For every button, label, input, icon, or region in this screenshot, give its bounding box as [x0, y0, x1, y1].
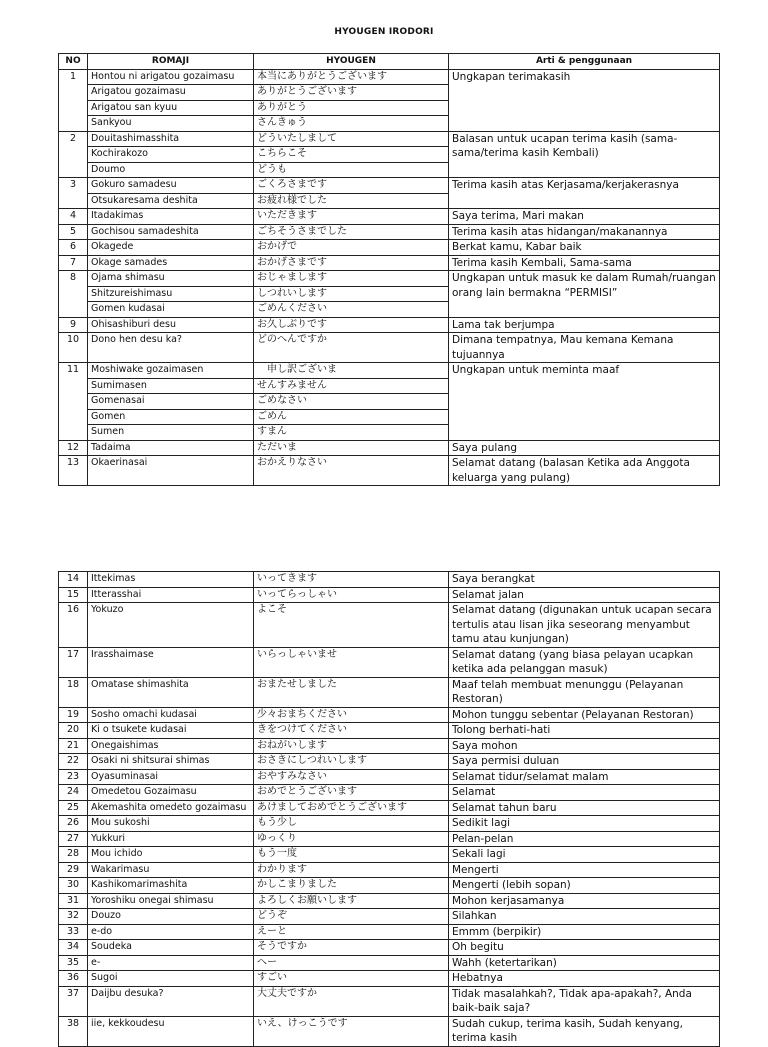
table-row: [59, 131, 720, 147]
romaji-cell: Itterasshai: [88, 587, 254, 603]
table-row: [59, 940, 720, 956]
romaji-cell: Onegaishimas: [88, 738, 254, 754]
hyougen-cell: おかげさまです: [254, 255, 449, 271]
romaji-cell: Okage samades: [88, 255, 254, 271]
arti-cell: Tidak masalahkah?, Tidak apa-apakah?, Anda baik-baik saja?: [449, 986, 720, 1016]
hyougen-cell: もう一度: [254, 847, 449, 863]
table-row: [59, 924, 720, 940]
arti-cell: Sekali lagi: [449, 847, 720, 863]
romaji-cell: Mou sukoshi: [88, 816, 254, 832]
arti-cell: Silahkan: [449, 909, 720, 925]
hyougen-cell: すまん: [254, 425, 449, 441]
table-row: [59, 971, 720, 987]
row-number: 23: [59, 769, 88, 785]
header-arti: Arti & penggunaan: [449, 54, 720, 70]
arti-cell: Saya pulang: [449, 440, 720, 456]
row-number: 6: [59, 240, 88, 256]
table-row: [59, 816, 720, 832]
hyougen-cell: わかります: [254, 862, 449, 878]
romaji-cell: Okagede: [88, 240, 254, 256]
hyougen-cell: 大丈夫ですか: [254, 986, 449, 1016]
hyougen-cell: こちらこそ: [254, 147, 449, 163]
romaji-cell: Sugoi: [88, 971, 254, 987]
row-number: 34: [59, 940, 88, 956]
hyougen-cell: ごめん: [254, 409, 449, 425]
hyougen-cell: しつれいします: [254, 286, 449, 302]
row-number: 37: [59, 986, 88, 1016]
hyougen-cell: きをつけてください: [254, 723, 449, 739]
row-number: 5: [59, 224, 88, 240]
arti-cell: Mengerti (lebih sopan): [449, 878, 720, 894]
row-number: 8: [59, 271, 88, 318]
romaji-cell: Ittekimas: [88, 572, 254, 588]
table-row: [59, 572, 720, 588]
hyougen-cell: おさきにしつれいします: [254, 754, 449, 770]
romaji-cell: Itadakimas: [88, 209, 254, 225]
hyougen-cell: ごめんください: [254, 302, 449, 318]
romaji-cell: Otsukaresama deshita: [88, 193, 254, 209]
table-row: [59, 955, 720, 971]
arti-cell: Terima kasih atas Kerjasama/kerjakerasnya: [449, 178, 720, 209]
row-number: 1: [59, 69, 88, 131]
hyougen-cell: へー: [254, 955, 449, 971]
table-row: [59, 456, 720, 486]
row-number: 4: [59, 209, 88, 225]
romaji-cell: Moshiwake gozaimasen: [88, 363, 254, 379]
row-number: 12: [59, 440, 88, 456]
table-row: [59, 769, 720, 785]
arti-cell: Selamat datang (digunakan untuk ucapan secara tertulis atau lisan jika seseorang menyambut tamu atau kunjungan): [449, 603, 720, 648]
romaji-cell: Sosho omachi kudasai: [88, 707, 254, 723]
hyougen-cell: おじゃまします: [254, 271, 449, 287]
romaji-cell: e-: [88, 955, 254, 971]
romaji-cell: Douitashimasshita: [88, 131, 254, 147]
row-number: 7: [59, 255, 88, 271]
romaji-cell: Shitzureishimasu: [88, 286, 254, 302]
hyougen-cell: ゆっくり: [254, 831, 449, 847]
table-row: [59, 986, 720, 1016]
hyougen-cell: おめでとうございます: [254, 785, 449, 801]
table-row: [59, 862, 720, 878]
arti-cell: Ungkapan untuk masuk ke dalam Rumah/ruangan orang lain bermakna “PERMISI”: [449, 271, 720, 318]
hyougen-cell: かしこまりました: [254, 878, 449, 894]
romaji-cell: Ohisashiburi desu: [88, 317, 254, 333]
row-number: 32: [59, 909, 88, 925]
row-number: 3: [59, 178, 88, 209]
header-no: NO: [59, 54, 88, 70]
table-row: [59, 847, 720, 863]
table-row: [59, 603, 720, 648]
row-number: 17: [59, 647, 88, 677]
romaji-cell: Dono hen desu ka?: [88, 333, 254, 363]
table-row: [59, 723, 720, 739]
phrase-table-part-2: [58, 571, 720, 1047]
table-row: [59, 363, 720, 379]
table-row: [59, 440, 720, 456]
table-row: [59, 647, 720, 677]
table-row: [59, 1016, 720, 1046]
row-number: 19: [59, 707, 88, 723]
romaji-cell: Kashikomarimashita: [88, 878, 254, 894]
arti-cell: Saya permisi duluan: [449, 754, 720, 770]
romaji-cell: iie, kekkoudesu: [88, 1016, 254, 1046]
table-row: [59, 333, 720, 363]
romaji-cell: Irasshaimase: [88, 647, 254, 677]
hyougen-cell: すごい: [254, 971, 449, 987]
table-row: [59, 893, 720, 909]
romaji-cell: Daijbu desuka?: [88, 986, 254, 1016]
hyougen-cell: ありがとうございます: [254, 85, 449, 101]
hyougen-cell: いえ、けっこうです: [254, 1016, 449, 1046]
hyougen-cell: 本当にありがとうございます: [254, 69, 449, 85]
arti-cell: Selamat datang (balasan Ketika ada Anggota keluarga yang pulang): [449, 456, 720, 486]
table-row: [59, 178, 720, 194]
row-number: 18: [59, 677, 88, 707]
arti-cell: Terima kasih Kembali, Sama-sama: [449, 255, 720, 271]
hyougen-cell: おかげで: [254, 240, 449, 256]
romaji-cell: Yoroshiku onegai shimasu: [88, 893, 254, 909]
table-row: [59, 317, 720, 333]
phrase-table-part-1: [58, 53, 720, 486]
row-number: 38: [59, 1016, 88, 1046]
hyougen-cell: もう少し: [254, 816, 449, 832]
row-number: 9: [59, 317, 88, 333]
arti-cell: Saya terima, Mari makan: [449, 209, 720, 225]
row-number: 29: [59, 862, 88, 878]
hyougen-cell: ごめなさい: [254, 394, 449, 410]
row-number: 16: [59, 603, 88, 648]
table-header-row: [59, 54, 720, 70]
hyougen-cell: よこそ: [254, 603, 449, 648]
romaji-cell: Osaki ni shitsurai shimas: [88, 754, 254, 770]
arti-cell: Selamat tahun baru: [449, 800, 720, 816]
hyougen-cell: いただきます: [254, 209, 449, 225]
romaji-cell: Wakarimasu: [88, 862, 254, 878]
arti-cell: Selamat jalan: [449, 587, 720, 603]
romaji-cell: Ki o tsukete kudasai: [88, 723, 254, 739]
arti-cell: Pelan-pelan: [449, 831, 720, 847]
row-number: 36: [59, 971, 88, 987]
row-number: 22: [59, 754, 88, 770]
romaji-cell: Sumen: [88, 425, 254, 441]
arti-cell: Lama tak berjumpa: [449, 317, 720, 333]
arti-cell: Dimana tempatnya, Mau kemana Kemana tujuannya: [449, 333, 720, 363]
hyougen-cell: おまたせしました: [254, 677, 449, 707]
document-title: HYOUGEN IRODORI: [334, 27, 434, 37]
hyougen-cell: ただいま: [254, 440, 449, 456]
table-row: [59, 209, 720, 225]
arti-cell: Wahh (ketertarikan): [449, 955, 720, 971]
arti-cell: Saya mohon: [449, 738, 720, 754]
row-number: 28: [59, 847, 88, 863]
table-row: [59, 271, 720, 287]
romaji-cell: Oyasuminasai: [88, 769, 254, 785]
romaji-cell: Sankyou: [88, 116, 254, 132]
hyougen-cell: どうも: [254, 162, 449, 178]
arti-cell: Ungkapan terimakasih: [449, 69, 720, 131]
romaji-cell: Gomen kudasai: [88, 302, 254, 318]
table-row: [59, 587, 720, 603]
hyougen-cell: いらっしゃいませ: [254, 647, 449, 677]
hyougen-cell: そうですか: [254, 940, 449, 956]
romaji-cell: e-do: [88, 924, 254, 940]
romaji-cell: Ojama shimasu: [88, 271, 254, 287]
row-number: 2: [59, 131, 88, 178]
row-number: 27: [59, 831, 88, 847]
arti-cell: Mengerti: [449, 862, 720, 878]
romaji-cell: Akemashita omedeto gozaimasu: [88, 800, 254, 816]
row-number: 21: [59, 738, 88, 754]
hyougen-cell: ごくろさまです: [254, 178, 449, 194]
header-hyougen: HYOUGEN: [254, 54, 449, 70]
romaji-cell: Yukkuri: [88, 831, 254, 847]
table-row: [59, 909, 720, 925]
romaji-cell: Gomenasai: [88, 394, 254, 410]
table-row: [59, 800, 720, 816]
table-row: [59, 677, 720, 707]
arti-cell: Berkat kamu, Kabar baik: [449, 240, 720, 256]
table-row: [59, 255, 720, 271]
romaji-cell: Yokuzo: [88, 603, 254, 648]
hyougen-cell: せんすみません: [254, 378, 449, 394]
table-row: [59, 224, 720, 240]
arti-cell: Mohon tunggu sebentar (Pelayanan Restoran): [449, 707, 720, 723]
hyougen-cell: 申し訳ございま: [254, 363, 449, 379]
row-number: 10: [59, 333, 88, 363]
arti-cell: Selamat tidur/selamat malam: [449, 769, 720, 785]
arti-cell: Maaf telah membuat menunggu (Pelayanan Restoran): [449, 677, 720, 707]
hyougen-cell: さんきゅう: [254, 116, 449, 132]
hyougen-cell: おやすみなさい: [254, 769, 449, 785]
row-number: 26: [59, 816, 88, 832]
row-number: 11: [59, 363, 88, 441]
arti-cell: Saya berangkat: [449, 572, 720, 588]
table-row: [59, 69, 720, 85]
row-number: 15: [59, 587, 88, 603]
romaji-cell: Soudeka: [88, 940, 254, 956]
row-number: 31: [59, 893, 88, 909]
table-row: [59, 707, 720, 723]
hyougen-cell: ありがとう: [254, 100, 449, 116]
hyougen-cell: おかえりなさい: [254, 456, 449, 486]
romaji-cell: Kochirakozo: [88, 147, 254, 163]
row-number: 24: [59, 785, 88, 801]
arti-cell: Emmm (berpikir): [449, 924, 720, 940]
table-row: [59, 240, 720, 256]
romaji-cell: Sumimasen: [88, 378, 254, 394]
hyougen-cell: よろしくお願いします: [254, 893, 449, 909]
romaji-cell: Gomen: [88, 409, 254, 425]
row-number: 30: [59, 878, 88, 894]
hyougen-cell: どうぞ: [254, 909, 449, 925]
arti-cell: Selamat datang (yang biasa pelayan ucapkan ketika ada pelanggan masuk): [449, 647, 720, 677]
table-row: [59, 738, 720, 754]
row-number: 14: [59, 572, 88, 588]
arti-cell: Hebatnya: [449, 971, 720, 987]
romaji-cell: Arigatou gozaimasu: [88, 85, 254, 101]
table-row: [59, 754, 720, 770]
romaji-cell: Doumo: [88, 162, 254, 178]
romaji-cell: Douzo: [88, 909, 254, 925]
arti-cell: Terima kasih atas hidangan/makanannya: [449, 224, 720, 240]
arti-cell: Balasan untuk ucapan terima kasih (sama-sama/terima kasih Kembali): [449, 131, 720, 178]
table-row: [59, 785, 720, 801]
row-number: 25: [59, 800, 88, 816]
romaji-cell: Arigatou san kyuu: [88, 100, 254, 116]
hyougen-cell: ごちそうさまでした: [254, 224, 449, 240]
romaji-cell: Gokuro samadesu: [88, 178, 254, 194]
row-number: 20: [59, 723, 88, 739]
romaji-cell: Omedetou Gozaimasu: [88, 785, 254, 801]
romaji-cell: Mou ichido: [88, 847, 254, 863]
arti-cell: Oh begitu: [449, 940, 720, 956]
hyougen-cell: 少々おまちください: [254, 707, 449, 723]
table-row: [59, 831, 720, 847]
hyougen-cell: おねがいします: [254, 738, 449, 754]
hyougen-cell: えーと: [254, 924, 449, 940]
arti-cell: Ungkapan untuk meminta maaf: [449, 363, 720, 441]
arti-cell: Selamat: [449, 785, 720, 801]
table-row: [59, 878, 720, 894]
header-romaji: ROMAJI: [88, 54, 254, 70]
romaji-cell: Okaerinasai: [88, 456, 254, 486]
arti-cell: Mohon kerjasamanya: [449, 893, 720, 909]
row-number: 33: [59, 924, 88, 940]
romaji-cell: Omatase shimashita: [88, 677, 254, 707]
romaji-cell: Hontou ni arigatou gozaimasu: [88, 69, 254, 85]
hyougen-cell: どのへんですか: [254, 333, 449, 363]
hyougen-cell: お久しぶりです: [254, 317, 449, 333]
romaji-cell: Gochisou samadeshita: [88, 224, 254, 240]
hyougen-cell: あけましておめでとうございます: [254, 800, 449, 816]
arti-cell: Tolong berhati-hati: [449, 723, 720, 739]
hyougen-cell: いってきます: [254, 572, 449, 588]
row-number: 13: [59, 456, 88, 486]
row-number: 35: [59, 955, 88, 971]
hyougen-cell: どういたしまして: [254, 131, 449, 147]
hyougen-cell: お疲れ様でした: [254, 193, 449, 209]
arti-cell: Sedikit lagi: [449, 816, 720, 832]
hyougen-cell: いってらっしゃい: [254, 587, 449, 603]
arti-cell: Sudah cukup, terima kasih, Sudah kenyang, terima kasih: [449, 1016, 720, 1046]
romaji-cell: Tadaima: [88, 440, 254, 456]
